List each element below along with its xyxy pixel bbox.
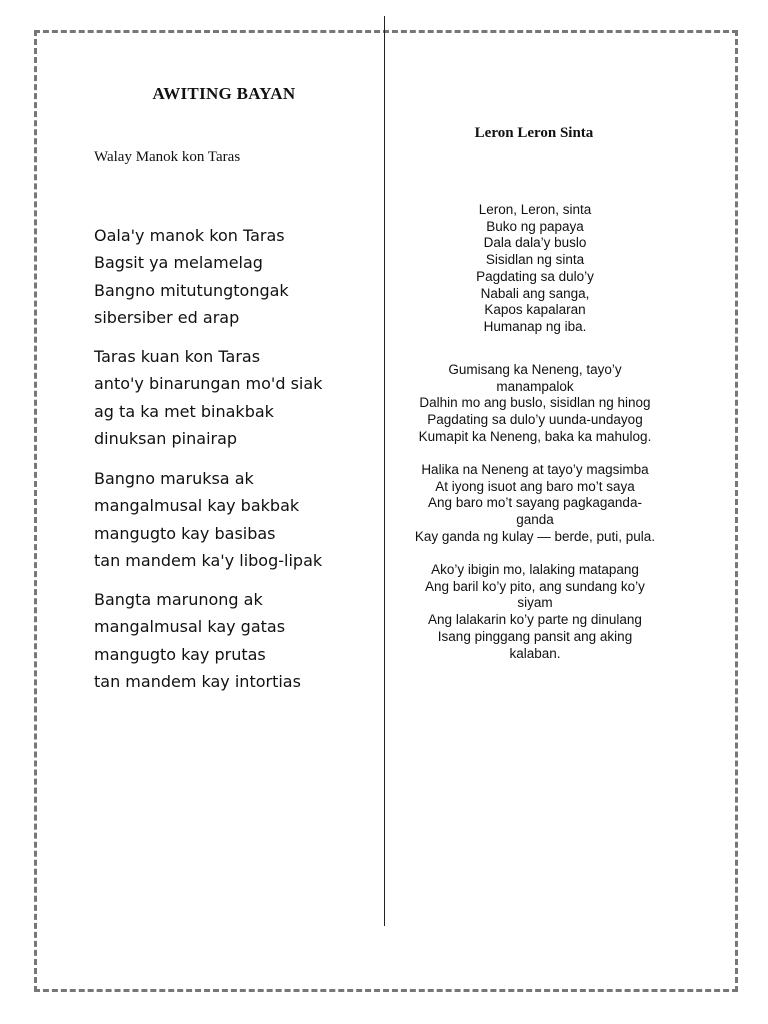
verse-line: manampalok xyxy=(496,378,574,394)
verse-line: ag ta ka met binakbak xyxy=(94,401,274,421)
verse-line: Taras kuan kon Taras xyxy=(94,347,261,366)
right-stanza-3 xyxy=(390,462,680,546)
left-stanza-3 xyxy=(94,465,384,574)
left-stanza-2 xyxy=(94,343,384,452)
verse-line: Pagdating sa dulo’y uunda-undayog xyxy=(427,412,643,428)
verse-line: Halika na Neneng at tayo’y magsimba xyxy=(421,462,649,477)
verse-line: ganda xyxy=(516,512,554,528)
verse-line: mangugto kay basibas xyxy=(94,523,276,543)
verse-line: Ang lalakarin ko’y parte ng dinulang xyxy=(428,612,642,628)
verse-line: anto'y binarungan mo'd siak xyxy=(94,374,323,394)
verse-line: dinuksan pinairap xyxy=(94,428,238,448)
page-title: AWITING BAYAN xyxy=(152,84,296,103)
verse-line: Bangno maruksa ak xyxy=(94,469,254,488)
verse-line: tan mandem ka'y libog-lipak xyxy=(94,550,323,570)
verse-line: Ang baril ko’y pito, ang sundang ko’y xyxy=(425,578,645,594)
column-divider xyxy=(384,16,385,926)
verse-line: Bagsit ya melamelag xyxy=(94,253,263,273)
song-title-left: Walay Manok kon Taras xyxy=(94,149,241,165)
verse-line: Bangta marunong ak xyxy=(94,590,263,609)
verse-line: Bangno mitutungtongak xyxy=(94,280,289,300)
verse-line: At iyong isuot ang baro mo’t saya xyxy=(435,478,635,494)
verse-line: Oala'y manok kon Taras xyxy=(94,226,285,245)
verse-line: Leron, Leron, sinta xyxy=(478,202,592,217)
verse-line: mangalmusal kay bakbak xyxy=(94,496,300,516)
verse-line: Kay ganda ng kulay — berde, puti, pula. xyxy=(414,528,656,544)
verse-line: Gumisang ka Neneng, tayo’y xyxy=(448,362,622,377)
verse-line: kalaban. xyxy=(509,645,561,661)
verse-line: Kumapit ka Neneng, baka ka mahulog. xyxy=(418,428,652,444)
verse-line: Ang baro mo’t sayang pagkaganda- xyxy=(428,495,642,511)
right-stanza-1 xyxy=(390,202,680,336)
verse-line: Dalhin mo ang buslo, sisidlan ng hinog xyxy=(419,395,651,411)
verse-line: mangugto kay prutas xyxy=(94,644,266,664)
left-stanza-1 xyxy=(94,222,384,331)
verse-line: Kapos kapalaran xyxy=(484,302,586,318)
right-stanza-2 xyxy=(390,362,680,446)
verse-line: mangalmusal kay gatas xyxy=(94,617,286,637)
verse-line: Humanap ng iba. xyxy=(483,318,587,334)
verse-line: Nabali ang sanga, xyxy=(480,285,590,301)
verse-line: tan mandem kay intortias xyxy=(94,671,301,691)
verse-line: siyam xyxy=(517,595,553,611)
left-stanza-4 xyxy=(94,586,384,695)
verse-line: Dala dala’y buslo xyxy=(483,235,587,251)
verse-line: sibersiber ed arap xyxy=(94,307,240,327)
verse-line: Buko ng papaya xyxy=(486,218,584,234)
verse-line: Ako’y ibigin mo, lalaking matapang xyxy=(431,562,639,577)
verse-line: Sisidlan ng sinta xyxy=(485,252,585,268)
song-title-right: Leron Leron Sinta xyxy=(474,125,594,141)
verse-line: Isang pinggang pansit ang aking xyxy=(437,628,633,644)
verse-line: Pagdating sa dulo’y xyxy=(476,268,594,284)
right-stanza-4 xyxy=(390,562,680,662)
